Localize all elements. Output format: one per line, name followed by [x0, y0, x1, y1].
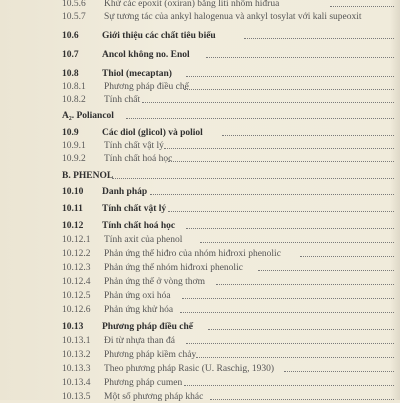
- toc-number: 10.12: [62, 221, 84, 231]
- toc-number: 10.13: [62, 322, 84, 332]
- toc-section-heading: [0, 170, 400, 182]
- toc-entry: [0, 220, 400, 232]
- toc-number: 10.13.4: [62, 378, 91, 388]
- toc-number: 10.7: [62, 50, 79, 60]
- dot-leader: [216, 284, 394, 285]
- section-heading-label: A₂. Poliancol: [62, 111, 114, 121]
- toc-entry: [0, 391, 400, 403]
- toc-number: 10.9.1: [62, 141, 86, 151]
- toc-entry: [0, 363, 400, 375]
- toc-entry: [0, 304, 400, 316]
- toc-entry: [0, 186, 400, 198]
- toc-number: 10.12.1: [62, 235, 91, 245]
- toc-title: Sự tương tác của ankyl halogenua và ankyl tosylat với kali supeoxit: [104, 12, 362, 22]
- dot-leader: [180, 312, 394, 313]
- dot-leader: [244, 38, 394, 39]
- toc-section-heading: [0, 110, 400, 122]
- toc-number: 10.8.1: [62, 82, 86, 92]
- dot-leader: [150, 194, 394, 195]
- dot-leader: [300, 256, 394, 257]
- toc-number: 10.12.4: [62, 277, 91, 287]
- toc-title: Thiol (mecaptan): [102, 69, 172, 79]
- dot-leader: [112, 178, 394, 179]
- toc-number: 10.8.2: [62, 95, 86, 105]
- toc-title: Phương pháp điều chế: [102, 322, 193, 332]
- toc-number: 10.9: [62, 128, 79, 138]
- toc-number: 10.5.7: [62, 12, 86, 22]
- toc-entry: [0, 68, 400, 80]
- toc-number: 10.12.3: [62, 263, 91, 273]
- dot-leader: [168, 211, 394, 212]
- dot-leader: [186, 228, 394, 229]
- toc-entry: [0, 248, 400, 260]
- toc-title: Phương pháp điều chế: [104, 82, 189, 92]
- toc-number: 10.13.5: [62, 392, 91, 402]
- toc-title: Phản ứng thế nhóm hiđroxi phenolic: [104, 263, 243, 273]
- dot-leader: [182, 298, 394, 299]
- toc-title: Tính chất vật lý: [102, 204, 167, 214]
- toc-title: Một số phương pháp khác: [104, 392, 204, 402]
- toc-number: 10.6: [62, 31, 79, 41]
- dot-leader: [126, 118, 394, 119]
- toc-number: 10.12.5: [62, 291, 91, 301]
- toc-entry: [0, 49, 400, 61]
- toc-title: Tính chất hoá học: [102, 221, 176, 231]
- page-edge-shadow: [390, 0, 400, 400]
- toc-title: Danh pháp: [102, 187, 148, 197]
- toc-title: Ancol không no. Enol: [102, 50, 190, 60]
- toc-number: 10.12.6: [62, 305, 91, 315]
- dot-leader: [208, 329, 394, 330]
- toc-number: 10.13.2: [62, 350, 91, 360]
- toc-number: 10.9.2: [62, 154, 86, 164]
- toc-number: 10.13.1: [62, 336, 91, 346]
- toc-title: Tính chất: [104, 95, 141, 105]
- toc-number: 10.10: [62, 187, 84, 197]
- toc-entry: [0, 11, 400, 23]
- dot-leader: [164, 148, 394, 149]
- dot-leader: [142, 102, 394, 103]
- toc-entry: [0, 0, 400, 10]
- dot-leader: [258, 270, 394, 271]
- toc-number: 10.11: [62, 204, 83, 214]
- dot-leader: [168, 161, 394, 162]
- toc-number: 10.8: [62, 69, 79, 79]
- toc-title: Phản ứng oxi hóa: [104, 291, 171, 301]
- toc-title: Các diol (glicol) và poliol: [102, 128, 203, 138]
- dot-leader: [200, 242, 394, 243]
- toc-title: Đi từ nhựa than đá: [104, 336, 175, 346]
- toc-entry: [0, 94, 400, 106]
- toc-entry: [0, 349, 400, 361]
- toc-entry: [0, 262, 400, 274]
- toc-number: 10.5.6: [62, 0, 86, 9]
- dot-leader: [196, 357, 394, 358]
- toc-entry: [0, 153, 400, 165]
- toc-title: Theo phương pháp Rasic (U. Raschig, 1930): [104, 364, 275, 374]
- toc-title: Phản ứng thế ở vòng thơm: [104, 277, 205, 287]
- toc-entry: [0, 127, 400, 139]
- dot-leader: [330, 6, 394, 7]
- dot-leader: [184, 385, 394, 386]
- toc-entry: [0, 335, 400, 347]
- toc-entry: [0, 203, 400, 215]
- toc-title: Phương pháp kiềm chảy: [104, 350, 197, 360]
- toc-title: Khử các epoxit (oxiran) bằng liti nhôm hiđrua: [104, 0, 280, 9]
- toc-entry: [0, 290, 400, 302]
- toc-entry: [0, 81, 400, 93]
- toc-entry: [0, 30, 400, 42]
- toc-entry: [0, 321, 400, 333]
- toc-entry: [0, 377, 400, 389]
- dot-leader: [186, 343, 394, 344]
- toc-title: Phản ứng thế hiđro của nhóm hiđroxi phenolic: [104, 249, 281, 259]
- toc-number: 10.12.2: [62, 249, 91, 259]
- dot-leader: [186, 76, 394, 77]
- section-heading-label: B. PHENOL: [62, 171, 114, 181]
- toc-title: Giới thiệu các chất tiêu biểu: [102, 31, 216, 41]
- toc-title: Tính chất hoá học: [104, 154, 173, 164]
- dot-leader: [206, 57, 394, 58]
- toc-title: Phương pháp cumen: [104, 378, 183, 388]
- dot-leader: [284, 371, 394, 372]
- dot-leader: [222, 135, 394, 136]
- dot-leader: [184, 89, 394, 90]
- toc-title: Phản ứng khử hóa: [104, 305, 174, 315]
- toc-entry: [0, 234, 400, 246]
- toc-number: 10.13.3: [62, 364, 91, 374]
- toc-title: Tính axit của phenol: [104, 235, 183, 245]
- toc-title: Tính chất vật lý: [104, 141, 164, 151]
- toc-entry: [0, 140, 400, 152]
- toc-entry: [0, 276, 400, 288]
